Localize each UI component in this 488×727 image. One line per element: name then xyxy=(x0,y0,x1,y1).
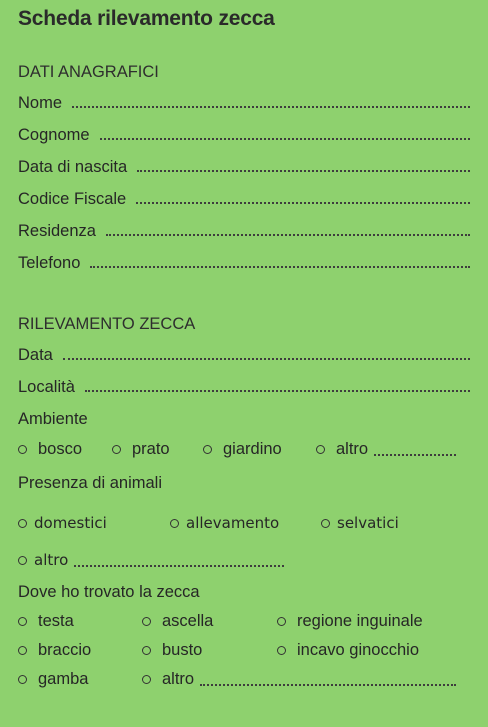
loc-option-braccio[interactable] xyxy=(18,641,91,660)
radio-circle-icon[interactable] xyxy=(142,646,151,655)
fill-line[interactable] xyxy=(106,222,470,236)
animals-label: Presenza di animali xyxy=(18,474,162,492)
fill-line[interactable] xyxy=(90,254,470,268)
environment-label: Ambiente xyxy=(18,410,88,428)
option-label: bosco xyxy=(38,440,83,458)
radio-circle-icon[interactable] xyxy=(142,675,151,684)
option-label: giardino xyxy=(223,440,282,458)
radio-circle-icon[interactable] xyxy=(18,675,27,684)
field-localita[interactable] xyxy=(18,378,470,400)
option-label: busto xyxy=(162,641,203,659)
loc-option-incavo-ginocchio[interactable] xyxy=(277,641,419,660)
fill-line[interactable] xyxy=(200,672,456,686)
env-option-prato[interactable] xyxy=(112,440,170,459)
env-option-altro[interactable] xyxy=(316,440,456,459)
fill-line[interactable] xyxy=(100,126,470,140)
animal-option-selvatici[interactable] xyxy=(321,514,399,532)
option-label: incavo ginocchio xyxy=(297,641,419,659)
option-label: regione inguinale xyxy=(297,612,423,630)
option-label: braccio xyxy=(38,641,92,659)
radio-circle-icon[interactable] xyxy=(18,646,27,655)
radio-circle-icon[interactable] xyxy=(18,617,27,626)
animal-option-domestici[interactable] xyxy=(18,514,107,532)
loc-option-regione-inguinale[interactable] xyxy=(277,612,423,631)
field-label: Residenza xyxy=(18,222,96,240)
option-label: selvatici xyxy=(337,514,399,532)
option-label: testa xyxy=(38,612,74,630)
field-telefono[interactable] xyxy=(18,254,470,276)
field-data-nascita[interactable] xyxy=(18,158,470,180)
radio-circle-icon[interactable] xyxy=(277,646,286,655)
option-label: domestici xyxy=(34,514,107,532)
option-label: ascella xyxy=(162,612,214,630)
fill-line[interactable] xyxy=(136,190,470,204)
field-label: Località xyxy=(18,378,75,396)
tick-section-heading: RILEVAMENTO ZECCA xyxy=(18,315,196,333)
option-label: altro xyxy=(336,440,369,458)
radio-circle-icon[interactable] xyxy=(316,445,325,454)
loc-option-ascella[interactable] xyxy=(142,612,213,631)
env-option-bosco[interactable] xyxy=(18,440,82,459)
option-label: altro xyxy=(162,670,195,688)
fill-line[interactable] xyxy=(85,378,470,392)
field-label: Codice Fiscale xyxy=(18,190,127,208)
animal-option-allevamento[interactable] xyxy=(170,514,279,532)
field-label: Telefono xyxy=(18,254,81,272)
field-label: Data di nascita xyxy=(18,158,128,176)
form-title: Scheda rilevamento zecca xyxy=(18,7,275,30)
loc-option-gamba[interactable] xyxy=(18,670,88,689)
field-label: Cognome xyxy=(18,126,90,144)
radio-circle-icon[interactable] xyxy=(142,617,151,626)
field-label: Nome xyxy=(18,94,63,112)
fill-line[interactable] xyxy=(72,94,470,108)
radio-circle-icon[interactable] xyxy=(18,445,27,454)
option-label: allevamento xyxy=(186,514,280,532)
radio-circle-icon[interactable] xyxy=(321,519,330,528)
radio-circle-icon[interactable] xyxy=(18,519,27,528)
loc-option-altro[interactable] xyxy=(142,670,456,689)
fill-line[interactable] xyxy=(137,158,470,172)
animal-option-altro[interactable] xyxy=(18,551,284,569)
radio-circle-icon[interactable] xyxy=(203,445,212,454)
option-label: altro xyxy=(34,551,69,569)
field-cognome[interactable] xyxy=(18,126,470,148)
fill-line[interactable] xyxy=(374,442,456,456)
field-label: Data xyxy=(18,346,53,364)
field-nome[interactable] xyxy=(18,94,470,116)
fill-line[interactable] xyxy=(63,346,470,360)
radio-circle-icon[interactable] xyxy=(170,519,179,528)
field-residenza[interactable] xyxy=(18,222,470,244)
field-codice-fiscale[interactable] xyxy=(18,190,470,212)
fill-line[interactable] xyxy=(74,553,284,567)
loc-option-busto[interactable] xyxy=(142,641,202,660)
radio-circle-icon[interactable] xyxy=(18,556,27,565)
personal-data-heading: DATI ANAGRAFICI xyxy=(18,63,159,81)
option-label: prato xyxy=(132,440,170,458)
location-label: Dove ho trovato la zecca xyxy=(18,583,200,601)
field-data[interactable] xyxy=(18,346,470,368)
env-option-giardino[interactable] xyxy=(203,440,282,459)
option-label: gamba xyxy=(38,670,89,688)
radio-circle-icon[interactable] xyxy=(112,445,121,454)
loc-option-testa[interactable] xyxy=(18,612,74,631)
radio-circle-icon[interactable] xyxy=(277,617,286,626)
